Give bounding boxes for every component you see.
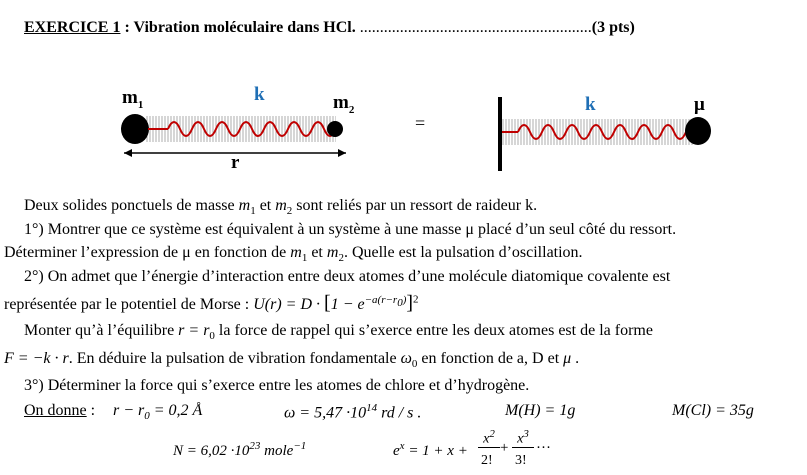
fraction-bar-2 xyxy=(478,447,500,448)
question-3: 3°) Déterminer la force qui s’exerce entre les atomes de chlore et d’hydrogène. xyxy=(24,377,530,394)
exercise-number: EXERCICE 1 xyxy=(24,19,121,36)
series-plus: + xyxy=(499,440,510,456)
label-m2: $m_2$ xyxy=(333,92,355,116)
series-ellipsis: ··· xyxy=(536,440,551,456)
series-term-2-denominator: 2! xyxy=(481,453,493,468)
given-mass-cl: M(Cl) = 35g xyxy=(672,402,754,419)
series-term-3-denominator: 3! xyxy=(515,453,527,468)
fraction-bar-3 xyxy=(512,447,534,448)
question-1-line-2: Déterminer l’expression de μ en fonction de $m_1$ et $m_2$. Quelle est la pulsation d’oscillation. xyxy=(4,244,583,265)
question-2-line-4: F = −k · r. En déduire la pulsation de vibration fondamentale $\omega_0$ en fonction de a, D et μ . xyxy=(4,350,580,371)
question-2-line-3: Monter qu’à l’équilibre $r = r_0$ la force de rappel qui s’exerce entre les deux atomes est de la forme xyxy=(24,322,653,343)
reduced-mass-spring-diagram xyxy=(490,95,720,175)
question-1-line-1: 1°) Montrer que ce système est équivalent à un système à une masse μ placé d’un seul côté du ressort. xyxy=(24,221,677,238)
morse-potential: U(r) = D · xyxy=(253,296,325,313)
exercise-title xyxy=(24,19,635,37)
equivalence-sign: = xyxy=(415,113,426,133)
statement-paragraph: Deux solides ponctuels de masse $m_1$ et $m_2$ sont reliés par un ressort de raideur k. xyxy=(24,197,538,218)
exercise-points: (3 pts) xyxy=(591,19,635,36)
series-term-2-numerator: $x^2$ xyxy=(483,428,495,447)
label-k-left: k xyxy=(254,84,265,105)
label-r: r xyxy=(231,152,240,173)
given-mass-h: M(H) = 1g xyxy=(505,402,576,419)
fixed-wall xyxy=(498,97,502,171)
given-data-label: On donne : xyxy=(24,402,96,419)
exp-series-lhs: $e^x = 1 + x$ + xyxy=(393,440,468,459)
given-distance: $r - r_0 = 0,2$ Å xyxy=(113,402,203,423)
label-k-right: k xyxy=(585,94,596,115)
exercise-subject: : Vibration moléculaire dans HCl. xyxy=(120,19,360,36)
series-term-3-numerator: $x^3$ xyxy=(517,428,529,447)
title-dots: .......................................................... xyxy=(359,19,592,36)
given-omega: $\omega = 5,47 \cdot 10^{14}$ rd / s . xyxy=(284,402,422,422)
avogadro-constant: $N = 6,02 \cdot 10^{23}$ mole$^{-1}$ xyxy=(173,440,307,459)
label-m1: $m_1$ xyxy=(122,87,144,111)
question-2-line-1: 2°) On admet que l’énergie d’interaction entre deux atomes d’une molécule diatomique covalente est xyxy=(24,268,671,285)
label-mu: μ xyxy=(694,94,705,115)
question-2-line-2: représentée par le potentiel de Morse : $U(r) = D \cdot [1 - e^{-a(r-r_0)}]^2$ xyxy=(4,292,419,314)
mass-mu xyxy=(685,117,711,145)
